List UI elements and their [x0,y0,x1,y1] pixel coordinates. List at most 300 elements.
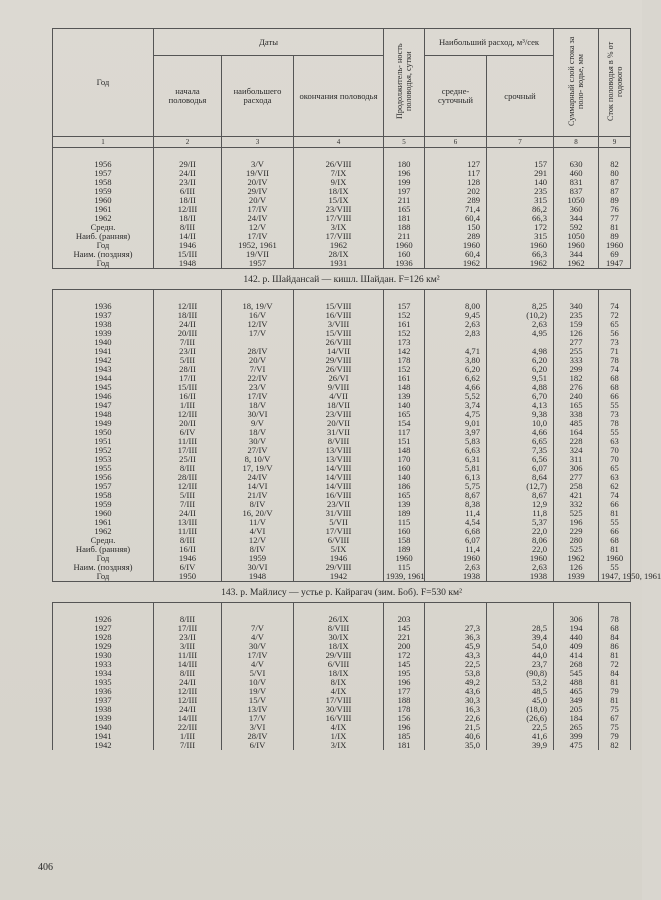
table-cell: 340 [554,302,599,311]
table-cell: 1960 [53,509,154,518]
table-cell: 12/III [154,410,222,419]
table-cell: 65 [599,320,631,329]
table-cell: 1929 [53,642,154,651]
table-cell: 1938 [425,572,487,582]
table-cell: 6,63 [425,446,487,455]
table-cell: 23/VII [294,500,384,509]
table-cell: 196 [384,678,425,687]
table-cell: 28/II [154,365,222,374]
table-cell: 30/VI [222,563,294,572]
table-cell: 630 [554,160,599,169]
table-cell: Год [53,572,154,582]
table-cell: 68 [599,383,631,392]
table-cell: 1962 [487,259,554,269]
table-cell: 7/VI [222,365,294,374]
table-cell: 165 [384,205,425,214]
table-cell: 1946 [154,241,222,250]
table-cell: 29/VIII [294,651,384,660]
table-cell: 115 [384,563,425,572]
table-cell: 54,0 [487,642,554,651]
table-cell: 1943 [53,365,154,374]
table-cell: 7/V [222,624,294,633]
table-cell: 17/IV [222,205,294,214]
table-cell: 72 [599,660,631,669]
table-cell: 39,4 [487,633,554,642]
table-cell: 1958 [53,178,154,187]
table-cell: 8,38 [425,500,487,509]
table-cell: 197 [384,187,425,196]
table-cell: 4/VII [294,392,384,401]
table-cell: 311 [554,455,599,464]
table-cell: 6,20 [487,356,554,365]
column-number: 4 [294,137,384,148]
table-cell: 10/V [222,678,294,687]
table-cell: 5/III [154,356,222,365]
table-cell: 25/II [154,455,222,464]
table-cell: 16/II [154,545,222,554]
table-cell: 22,0 [487,545,554,554]
table-cell: 16,3 [425,705,487,714]
table-cell: 18/V [222,428,294,437]
table-cell: 16/VIII [294,714,384,723]
table-cell: 24/II [154,678,222,687]
table-cell: 24/II [154,320,222,329]
table-cell: 16/VIII [294,311,384,320]
column-number: 2 [154,137,222,148]
table-cell: 235 [487,187,554,196]
column-number: 1 [53,137,154,148]
table-row [53,741,631,750]
table-cell: 11/V [222,518,294,527]
table-cell: 19/V [222,687,294,696]
table-cell: 48,5 [487,687,554,696]
table-cell: 18/II [154,214,222,223]
table-cell: 69 [599,250,631,259]
table-cell: 82 [599,160,631,169]
table-cell: 74 [599,302,631,311]
table-cell: 1957 [53,169,154,178]
table-cell: 12,9 [487,500,554,509]
table-cell: 55 [599,518,631,527]
table-cell: 28,5 [487,624,554,633]
table-cell: 831 [554,178,599,187]
table-cell: 145 [384,660,425,669]
table-cell: 13/VIII [294,455,384,464]
table-cell: 1960 [384,554,425,563]
table-cell: 440 [554,633,599,642]
table-cell: 26/VI [294,374,384,383]
table-cell: 30/VIII [294,705,384,714]
table-cell: 41,6 [487,732,554,741]
table-cell: 148 [384,446,425,455]
table-cell: 23/VIII [294,205,384,214]
table-cell: (18,0) [487,705,554,714]
table-cell: 17/IV [222,232,294,241]
table-cell: 17/III [154,446,222,455]
table-cell: Год [53,259,154,269]
table-cell: 8, 10/V [222,455,294,464]
table-cell: 75 [599,723,631,732]
table-cell: 8/VIII [294,624,384,633]
table-cell: 182 [554,374,599,383]
table-cell: 73 [599,410,631,419]
table-cell: 196 [554,518,599,527]
table-cell: 277 [554,473,599,482]
table-cell: 160 [384,250,425,259]
table-cell: 6/III [154,187,222,196]
header-start: начала половодья [154,56,222,137]
table-cell: 837 [554,187,599,196]
table-cell: 14/VIII [294,482,384,491]
table-cell: 17/VIII [294,696,384,705]
table-cell: 128 [425,178,487,187]
table-cell: 29/IV [222,187,294,196]
table-cell: 23/V [222,383,294,392]
table-cell: 24/II [154,705,222,714]
table-cell: 23/II [154,633,222,642]
table-cell: 77 [599,214,631,223]
table-cell: 70 [599,455,631,464]
table-cell: 14/VI [222,482,294,491]
table-cell: 19/VII [222,169,294,178]
table-cell: 81 [599,651,631,660]
page-number: 406 [38,862,53,873]
table-cell: 172 [384,651,425,660]
table-cell: 23/II [154,347,222,356]
table-cell: 228 [554,437,599,446]
section-title: 142. р. Шайдансай — кишл. Шайдан. F=126 км² [53,269,631,290]
table-cell: 39,9 [487,741,554,750]
table-cell: 6,13 [425,473,487,482]
table-cell: 22/IV [222,374,294,383]
table-cell: 1928 [53,633,154,642]
table-cell: 5/VI [222,669,294,678]
table-cell: 2,63 [425,563,487,572]
table-cell: 152 [384,365,425,374]
table-cell: 81 [599,678,631,687]
table-cell: 1960 [599,554,631,563]
table-cell: (12,7) [487,482,554,491]
table-cell: 152 [384,329,425,338]
table-cell: 62 [599,482,631,491]
table-cell: 5/III [154,491,222,500]
table-cell: 67 [599,714,631,723]
table-cell: 200 [384,642,425,651]
table-cell: 181 [384,214,425,223]
table-cell: 154 [384,419,425,428]
table-cell: 142 [384,347,425,356]
table-cell: 1946 [294,554,384,563]
table-cell: 1950 [154,572,222,582]
table-cell: 1945 [53,383,154,392]
table-cell: 344 [554,214,599,223]
table-cell: 127 [425,160,487,169]
spacer-cell [487,603,554,616]
table-cell: 81 [599,223,631,232]
table-cell: 28/IV [222,732,294,741]
table-cell: 87 [599,187,631,196]
table-cell: 3/III [154,642,222,651]
table-cell: 5,37 [487,518,554,527]
table-cell: Год [53,241,154,250]
table-cell: 1953 [53,455,154,464]
table-body [53,148,661,751]
table-cell: 211 [384,232,425,241]
table-cell: 211 [384,196,425,205]
table-cell: 1930 [53,651,154,660]
table-cell: 74 [599,491,631,500]
table-cell: 8/IX [294,678,384,687]
table-cell: 6,07 [487,464,554,473]
table-cell: 164 [554,428,599,437]
table-cell: 1947, 1950, 1961 [599,572,631,582]
table-cell: 11/III [154,437,222,446]
table-cell: 1960 [599,241,631,250]
table-cell: 76 [599,205,631,214]
table-cell: 22/III [154,723,222,732]
table-cell: (90,8) [487,669,554,678]
table-cell: 4,66 [425,383,487,392]
table-cell: 8,06 [487,536,554,545]
table-cell: 86,2 [487,205,554,214]
table-cell: 545 [554,669,599,678]
table-cell: 1955 [53,464,154,473]
table-cell: 7/III [154,500,222,509]
table-cell: 1931 [294,259,384,269]
table-cell: 43,6 [425,687,487,696]
table-cell: 126 [554,563,599,572]
table-cell: 14/III [154,714,222,723]
table-cell: 291 [487,169,554,178]
table-cell: 12/V [222,223,294,232]
table-cell: 31/VII [294,428,384,437]
table-cell: 26/IX [294,615,384,624]
table-cell: 1/IX [294,732,384,741]
table-cell: 6,31 [425,455,487,464]
table-cell: 17/II [154,374,222,383]
table-cell: 1959 [53,500,154,509]
column-number: 3 [222,137,294,148]
table-cell: 9,51 [487,374,554,383]
table-cell: 26/VIII [294,338,384,347]
table-cell: 1942 [294,572,384,582]
section-title-row [53,582,631,603]
table-cell: 75 [599,705,631,714]
table-cell: 196 [384,723,425,732]
table-cell: Средн. [53,536,154,545]
table-cell: 4,95 [487,329,554,338]
table-cell: 140 [384,401,425,410]
runoff-table [52,28,661,750]
table-cell: 9/VIII [294,383,384,392]
table-cell: 3/VIII [294,320,384,329]
column-number: 5 [384,137,425,148]
table-cell: 81 [599,509,631,518]
table-cell: 66 [599,392,631,401]
table-cell: 79 [599,732,631,741]
table-cell: 172 [487,223,554,232]
table-cell: 15/VIII [294,329,384,338]
table-cell: 12/III [154,302,222,311]
table-cell: 63 [599,473,631,482]
table-cell: 1939 [53,329,154,338]
table-cell: 4,54 [425,518,487,527]
table-cell: 2,63 [487,563,554,572]
header-instant: срочный [487,56,554,137]
table-cell: 9/IX [294,178,384,187]
table-cell: 14/III [154,660,222,669]
table-cell: 68 [599,624,631,633]
header-share: Сток половодья в % от годового [599,29,631,137]
table-cell: 12/III [154,696,222,705]
table-cell: 26/VIII [294,160,384,169]
table-cell: 1952, 1961 [222,241,294,250]
table-cell: 3/IX [294,223,384,232]
table-cell: 7/III [154,338,222,347]
table-cell: 1952 [53,446,154,455]
table-cell: 1960 [487,554,554,563]
table-cell: 11/III [154,527,222,536]
table-cell: 2,63 [487,320,554,329]
table-cell: 13/III [154,518,222,527]
table-cell: 17, 19/V [222,464,294,473]
table-cell: 188 [384,696,425,705]
table-cell: 5,52 [425,392,487,401]
header-end: окончания половодья [294,56,384,137]
table-cell: 24/IV [222,214,294,223]
table-cell: 35,0 [425,741,487,750]
table-cell: 265 [554,723,599,732]
table-cell: 145 [384,624,425,633]
table-cell: 525 [554,545,599,554]
table-cell: 475 [554,741,599,750]
table-cell: 53,2 [487,678,554,687]
table-cell: 20/II [154,419,222,428]
table-cell: 16/VIII [294,491,384,500]
table-cell: 11,4 [425,509,487,518]
table-cell: 117 [425,169,487,178]
table-cell: 1947 [599,259,631,269]
table-cell: 6/IV [222,741,294,750]
table-cell: 17/IV [222,392,294,401]
table-cell: 28/IV [222,347,294,356]
table-cell: 20/VII [294,419,384,428]
table-cell: 28/IX [294,250,384,259]
table-cell: 165 [554,401,599,410]
table-cell: 60,4 [425,214,487,223]
table-cell: 8/III [154,669,222,678]
table-cell: 6/IV [154,563,222,572]
table-cell: 70 [599,446,631,455]
table-cell: 31/VIII [294,509,384,518]
table-cell: 7,35 [487,446,554,455]
table-cell: 3/IX [294,741,384,750]
table-cell: 21,5 [425,723,487,732]
table-cell: 8/IV [222,500,294,509]
table-cell: 525 [554,509,599,518]
table-cell: 8,67 [487,491,554,500]
table-cell: 1934 [53,669,154,678]
table-cell: 1944 [53,374,154,383]
table-cell: 1962 [53,527,154,536]
table-cell: 170 [384,455,425,464]
table-cell: 6,68 [425,527,487,536]
table-cell: 178 [384,705,425,714]
table-cell: 8,67 [425,491,487,500]
table-cell: 4,71 [425,347,487,356]
table-cell: 17/III [154,624,222,633]
table-cell: 22,5 [487,723,554,732]
table-cell: 229 [554,527,599,536]
table-cell: 202 [425,187,487,196]
table-cell: 15/III [154,250,222,259]
table-cell: 84 [599,633,631,642]
table-cell: 315 [487,196,554,205]
table-cell: 1960 [487,241,554,250]
table-cell: 349 [554,696,599,705]
table-cell: 1/III [154,732,222,741]
table-cell: 165 [384,491,425,500]
table-cell: 158 [384,536,425,545]
header-layer: Суммарный слой стока за поло- водье, мм [554,29,599,137]
table-cell: 55 [599,428,631,437]
table-cell: 11/III [154,651,222,660]
table-cell: 20/III [154,329,222,338]
table-cell: 17/VIII [294,232,384,241]
table-cell: 324 [554,446,599,455]
table-cell: 26/VIII [294,365,384,374]
table-cell: 4,66 [487,428,554,437]
table-cell: 1960 [53,196,154,205]
table-cell: 87 [599,178,631,187]
table-cell: 16/II [154,392,222,401]
table-cell: 1946 [53,392,154,401]
table-cell: 181 [384,741,425,750]
table-cell: 185 [384,732,425,741]
table-cell: 178 [384,356,425,365]
table-cell: 126 [554,329,599,338]
table-cell: 81 [599,696,631,705]
table-cell: 1935 [53,678,154,687]
table-cell: 55 [599,563,631,572]
table-cell: 9/V [222,419,294,428]
table-cell: 43,3 [425,651,487,660]
column-number: 8 [554,137,599,148]
column-numbers-row [53,137,631,148]
table-cell: 315 [487,232,554,241]
table-cell: 1946 [154,554,222,563]
table-cell: 3/VI [222,723,294,732]
table-cell: 30/IX [294,633,384,642]
table-cell: 17/V [222,714,294,723]
table-cell: 6,20 [425,365,487,374]
table-cell: 1/III [154,401,222,410]
table-cell: 5,81 [425,464,487,473]
table-cell: 63 [599,437,631,446]
table-cell: 17/VIII [294,527,384,536]
table-cell: 22,5 [425,660,487,669]
table-cell: 11,8 [487,509,554,518]
table-cell: 333 [554,356,599,365]
table-cell: 1936 [384,259,425,269]
table-cell: 53,8 [425,669,487,678]
table-cell: 299 [554,365,599,374]
table-cell: 18/V [222,401,294,410]
table-cell: 1957 [222,259,294,269]
table-cell: 1050 [554,232,599,241]
table-cell: 1940 [53,723,154,732]
table-cell: 55 [599,401,631,410]
